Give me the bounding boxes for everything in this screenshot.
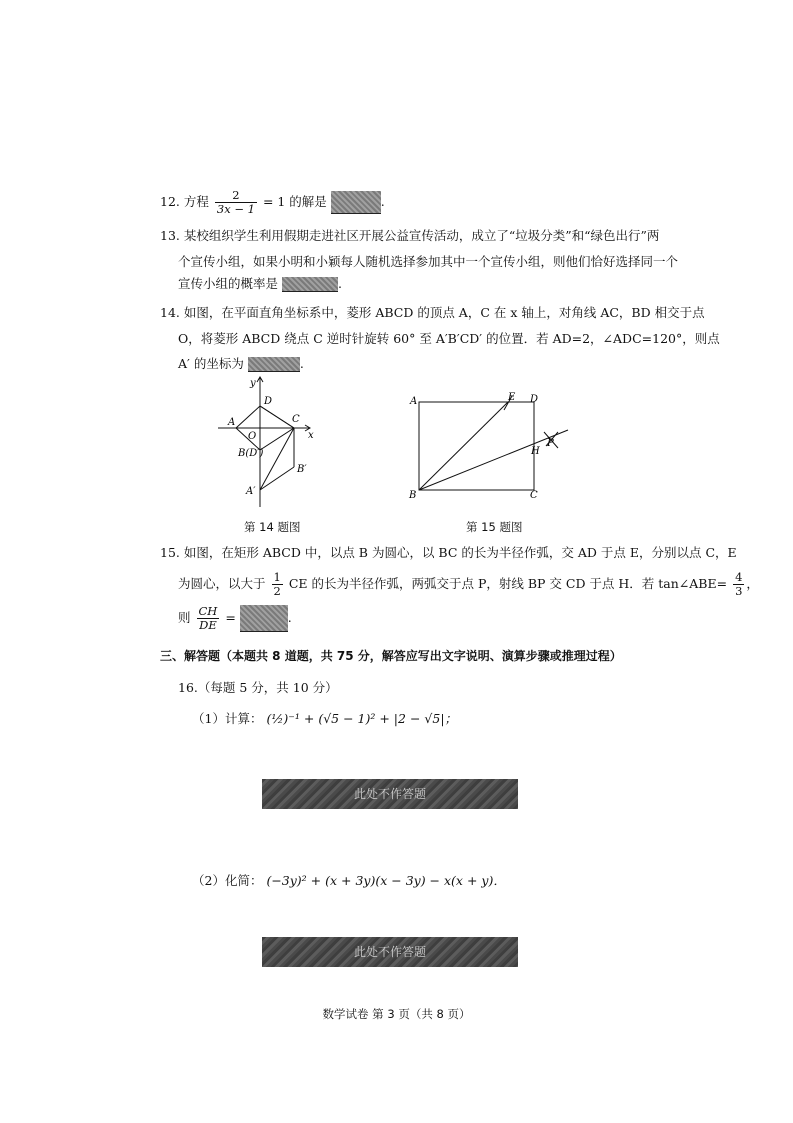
question-14-line-1: 14. 如图，在平面直角坐标系中，菱形 ABCD 的顶点 A，C 在 x 轴上，对角线 AC，BD 相交于点 xyxy=(160,305,705,320)
no-answer-area-1: 此处不作答题 xyxy=(262,779,518,809)
answer-blank-14 xyxy=(248,357,300,372)
label-c: C xyxy=(292,414,300,425)
label-e: E xyxy=(508,392,516,403)
segment-a-c-diag xyxy=(260,406,294,428)
segment-c-aprime xyxy=(260,428,294,490)
label-y: y xyxy=(250,378,256,389)
question-13-line-1: 13. 某校组织学生利用假期走进社区开展公益宣传活动，成立了“垃圾分类”和“绿色出行”两 xyxy=(160,228,660,243)
fraction-ch-over-de: $\frac{CH}{DE}$ xyxy=(198,604,218,632)
label-c: C xyxy=(530,490,538,501)
label-d: D xyxy=(264,396,273,407)
answer-blank-15 xyxy=(240,605,288,632)
segment-bprime-aprime xyxy=(260,467,294,490)
label-a: A xyxy=(228,417,236,428)
segment-b-e xyxy=(419,402,508,490)
label-p: P xyxy=(547,438,554,449)
question-14-line-2: O，将菱形 ABCD 绕点 C 逆时针旋转 60° 至 A′B′CD′ 的位置．若 AD=2，∠ADC=120°，则点 xyxy=(178,331,720,346)
label-d: D xyxy=(530,394,539,405)
label-b: B xyxy=(409,490,417,501)
label-h: H xyxy=(531,446,540,457)
figure-15-diagram xyxy=(404,388,579,504)
question-12: 12. 方程 $\frac{2}{3x - 1}$ = 1 的解是 . xyxy=(160,188,385,216)
question-16-part-2: （2）化简： (−3y)² + (x + 3y)(x − 3y) − x(x + y)． xyxy=(192,873,506,888)
fraction-2-over-3x-1: $\frac{2}{3x - 1}$ xyxy=(216,188,255,216)
label-x: x xyxy=(308,430,314,441)
section-3-heading: 三、解答题（本题共 8 道题，共 75 分，解答应写出文字说明、演算步骤或推理过程） xyxy=(160,649,622,663)
answer-blank-13 xyxy=(282,277,338,292)
label-b-dprime: B(D′) xyxy=(238,448,264,459)
figure-14-diagram xyxy=(210,372,330,512)
figure-14-caption: 第 14 题图 xyxy=(244,520,301,534)
label-bprime: B′ xyxy=(297,464,307,475)
question-15-line-3: 则 $\frac{CH}{DE}$ = . xyxy=(178,604,292,632)
figure-15-caption: 第 15 题图 xyxy=(466,520,523,534)
question-14-line-3: A′ 的坐标为 . xyxy=(178,356,304,371)
question-15-line-2: 为圆心，以大于 $\frac{1}{2}$ CE 的长为半径作弧，两弧交于点 P，射线 BP 交 CD 于点 H．若 tan∠ABE= $\frac{4}{3}$ ， xyxy=(178,570,759,598)
fraction-one-half: $\frac{1}{2}$ xyxy=(273,570,281,598)
rectangle-abcd xyxy=(419,402,534,490)
no-answer-area-2: 此处不作答题 xyxy=(262,937,518,967)
question-16-part-1: （1）计算： (½)⁻¹ + (√5 − 1)² + |2 − √5|； xyxy=(192,711,458,726)
question-15-line-1: 15. 如图，在矩形 ABCD 中，以点 B 为圆心，以 BC 的长为半径作弧，交 AD 于点 E，分别以点 C，E xyxy=(160,545,737,560)
label-a: A xyxy=(410,396,418,407)
label-o: O xyxy=(248,431,257,442)
question-13-line-3: 宣传小组的概率是 . xyxy=(178,276,342,291)
question-16-header: 16.（每题 5 分，共 10 分） xyxy=(178,680,338,695)
answer-blank-12 xyxy=(331,191,381,214)
fraction-four-thirds: $\frac{4}{3}$ xyxy=(735,570,743,598)
ray-bp xyxy=(419,430,568,490)
page-footer: 数学试卷 第 3 页（共 8 页） xyxy=(322,1007,471,1021)
question-13-line-2: 个宣传小组，如果小明和小颖每人随机选择参加其中一个宣传小组，则他们恰好选择同一个 xyxy=(178,254,679,269)
label-aprime: A′ xyxy=(246,486,256,497)
